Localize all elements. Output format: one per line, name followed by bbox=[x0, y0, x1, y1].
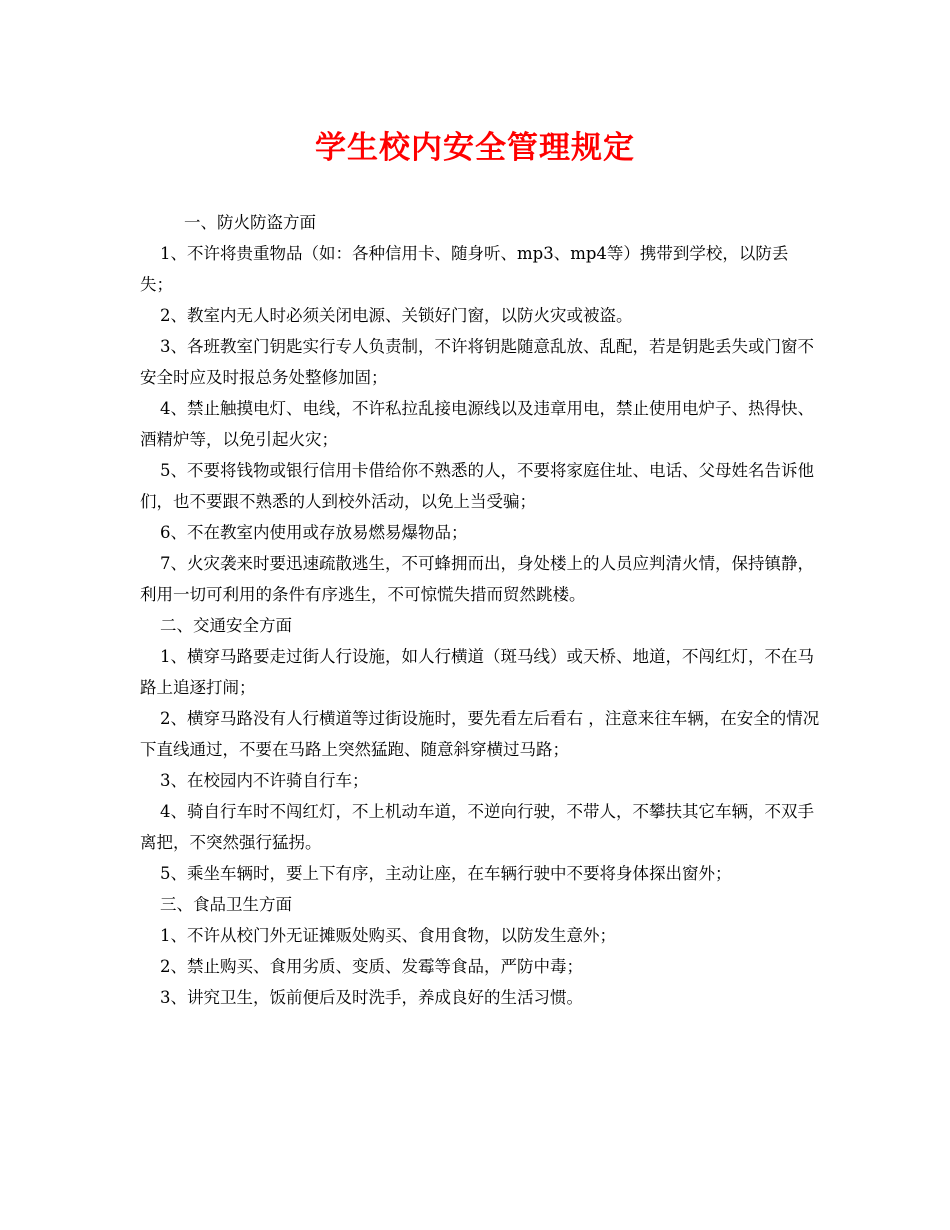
paragraph: 5、不要将钱物或银行信用卡借给你不熟悉的人，不要将家庭住址、电话、父母姓名告诉他们，也不要跟不熟悉的人到校外活动，以免上当受骗； bbox=[140, 461, 814, 511]
paragraph: 7、火灾袭来时要迅速疏散逃生，不可蜂拥而出，身处楼上的人员应判清火情，保持镇静，利用一切可利用的条件有序逃生，不可惊慌失措而贸然跳楼。 bbox=[140, 554, 814, 604]
paragraph: 6、不在教室内使用或存放易燃易爆物品； bbox=[160, 523, 468, 542]
document-title: 学生校内安全管理规定 bbox=[315, 130, 635, 166]
paragraph: 4、禁止触摸电灯、电线，不许私拉乱接电源线以及违章用电，禁止使用电炉子、热得快、酒精炉等，以免引起火灾； bbox=[140, 399, 814, 449]
paragraph: 3、在校园内不许骑自行车； bbox=[160, 771, 369, 790]
section-heading-food-hygiene: 三、食品卫生方面 bbox=[160, 895, 292, 914]
paragraph: 3、各班教室门钥匙实行专人负责制，不许将钥匙随意乱放、乱配，若是钥匙丢失或门窗不安全时应及时报总务处整修加固； bbox=[140, 337, 814, 387]
paragraph: 1、不许将贵重物品（如：各种信用卡、随身听、mp3、mp4等）携带到学校，以防丢失； bbox=[140, 244, 789, 294]
paragraph: 5、乘坐车辆时，要上下有序，主动让座，在车辆行驶中不要将身体探出窗外； bbox=[160, 864, 732, 883]
paragraph: 4、骑自行车时不闯红灯，不上机动车道，不逆向行驶，不带人，不攀扶其它车辆，不双手离把，不突然强行猛拐。 bbox=[140, 802, 814, 852]
paragraph: 1、横穿马路要走过街人行设施，如人行横道（斑马线）或天桥、地道，不闯红灯，不在马路上追逐打闹； bbox=[140, 647, 814, 697]
paragraph: 2、横穿马路没有人行横道等过街设施时，要先看左后看右 ，注意来往车辆，在安全的情况下直线通过，不要在马路上突然猛跑、随意斜穿横过马路； bbox=[140, 709, 820, 759]
section-heading-fire-theft: 一、防火防盗方面 bbox=[184, 213, 316, 232]
paragraph: 3、讲究卫生，饭前便后及时洗手，养成良好的生活习惯。 bbox=[160, 988, 583, 1007]
paragraph: 2、禁止购买、食用劣质、变质、发霉等食品，严防中毒； bbox=[160, 957, 583, 976]
paragraph: 2、教室内无人时必须关闭电源、关锁好门窗，以防火灾或被盗。 bbox=[160, 306, 633, 325]
document-body bbox=[140, 207, 820, 1013]
section-heading-traffic: 二、交通安全方面 bbox=[160, 616, 292, 635]
paragraph: 1、不许从校门外无证摊贩处购买、食用食物，以防发生意外； bbox=[160, 926, 616, 945]
